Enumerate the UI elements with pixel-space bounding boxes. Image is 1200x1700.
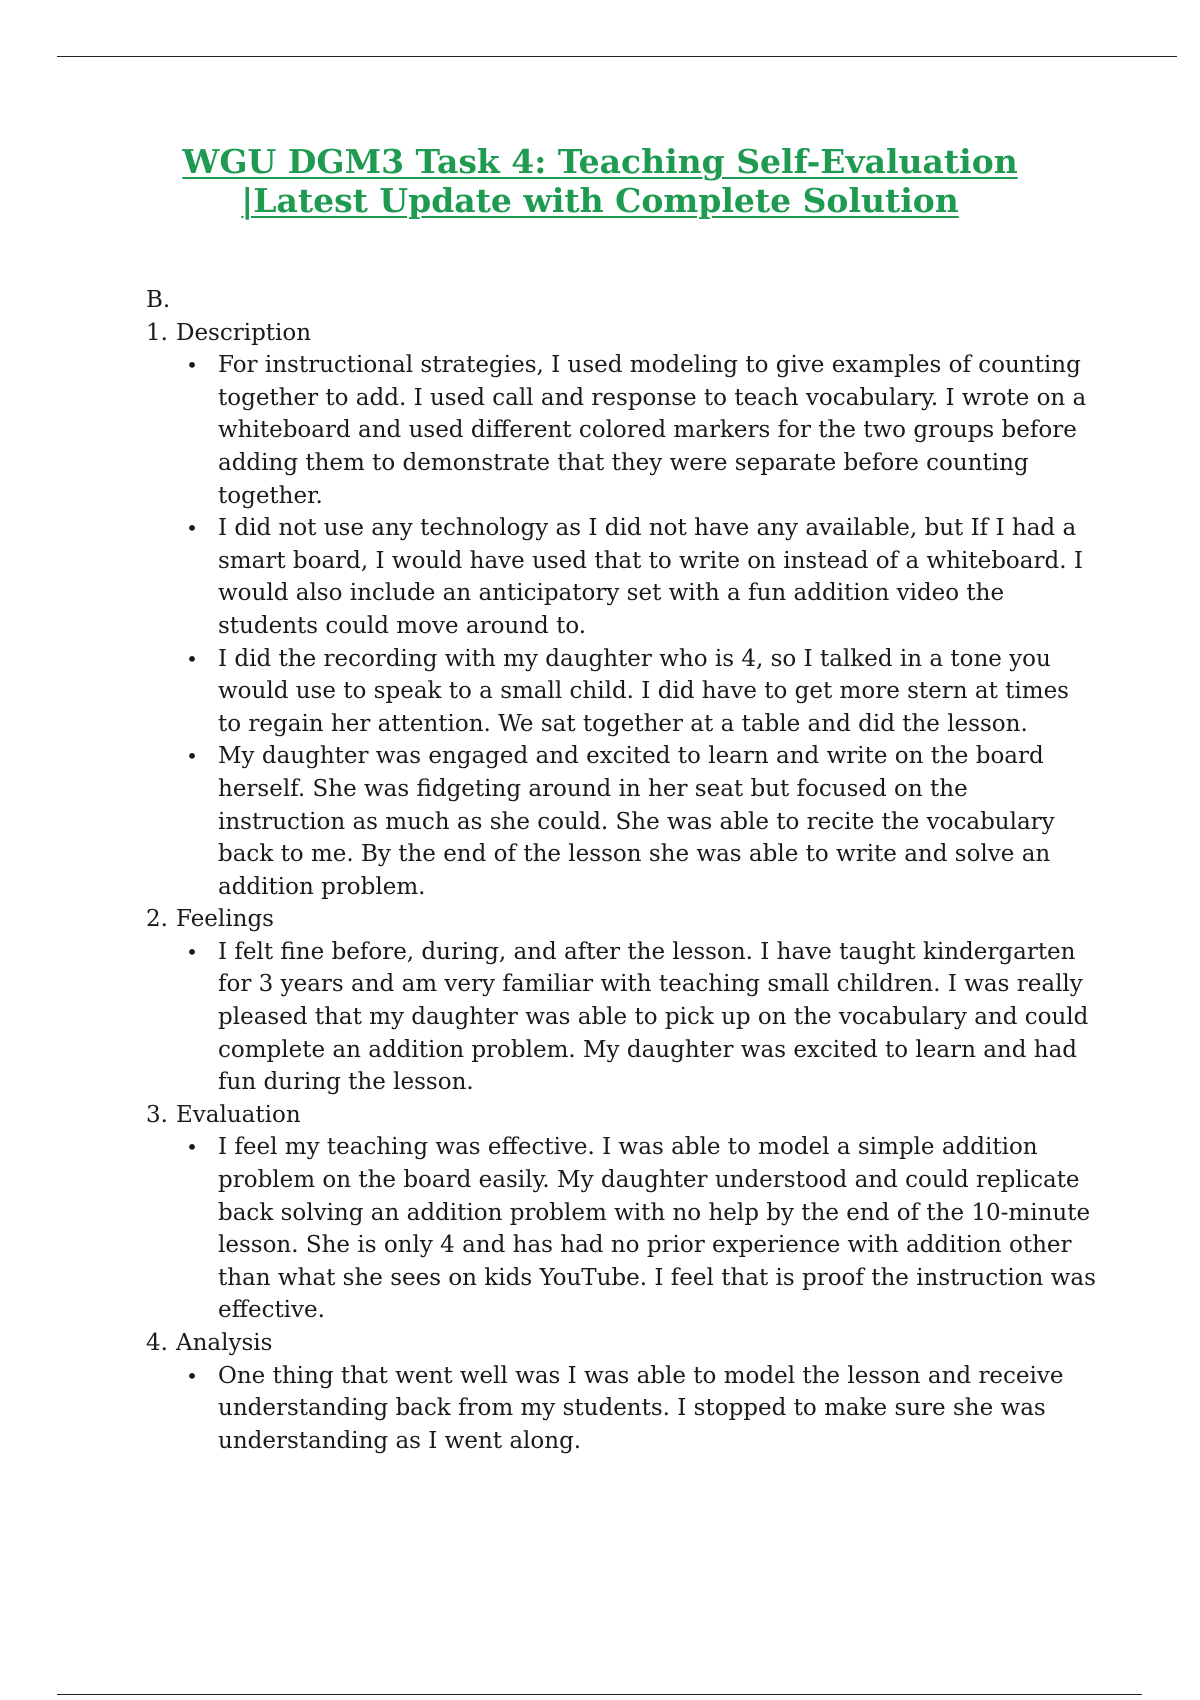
header-rule: [57, 56, 1177, 57]
bullet-text: My daughter was engaged and excited to learn and write on the board herself. She was fidgeting around in her seat but focused on the instruction as much as she could. She was able to recite the vocabulary back to me. By the end of the lesson she was able to write and solve an addition problem.: [218, 743, 1055, 900]
bullet-item: [146, 512, 1096, 642]
title-line-2: |Latest Update with Complete Solution: [241, 181, 959, 220]
section-heading: [146, 317, 1096, 350]
section-heading-text: Description: [176, 319, 312, 346]
bullet-item: [146, 740, 1096, 903]
section-item: [146, 1327, 1096, 1457]
section-number: 4.: [146, 1330, 168, 1356]
section-item: [146, 317, 1096, 904]
section-item: [146, 903, 1096, 1099]
bullet-icon: •: [186, 353, 198, 378]
section-heading-text: Evaluation: [176, 1101, 301, 1128]
section-heading-text: Analysis: [176, 1330, 273, 1356]
bullet-icon: •: [186, 646, 198, 671]
bullet-text: I did not use any technology as I did not have any available, but If I had a smart board, I would have used that to write on instead of a whiteboard. I would also include an anticipatory set with a fun addition video the students could move around to.: [218, 515, 1083, 639]
bullet-text: For instructional strategies, I used modeling to give examples of counting together to add. I used call and response to teach vocabulary. I wrote on a whiteboard and used different colored markers for the two groups before adding them to demonstrate that they were separate before counting together.: [218, 352, 1087, 509]
document-body: [146, 284, 1096, 1457]
section-list: [146, 317, 1096, 1458]
section-letter: B.: [146, 287, 171, 313]
section-heading-text: Feelings: [176, 906, 274, 933]
bullet-text: I feel my teaching was effective. I was able to model a simple addition problem on the board easily. My daughter understood and could replicate back solving an addition problem with no help by the end of the 10-minute lesson. She is only 4 and has had no prior experience with addition other than what she sees on kids YouTube. I feel that is proof the instruction was effective.: [218, 1134, 1096, 1324]
bullet-item: [146, 349, 1096, 512]
section-heading: [146, 1099, 1096, 1132]
section-item: [146, 1099, 1096, 1327]
bullet-icon: •: [186, 939, 198, 964]
footer-rule: [57, 1694, 1142, 1695]
bullet-icon: •: [186, 1363, 198, 1388]
bullet-item: [146, 1131, 1096, 1327]
bullet-icon: •: [186, 744, 198, 769]
bullet-text: I did the recording with my daughter who is 4, so I talked in a tone you would use to speak to a small child. I did have to get more stern at times to regain her attention. We sat together at a table and did the lesson.: [218, 645, 1069, 737]
section-number: 1.: [146, 319, 168, 346]
document-title: [100, 142, 1100, 220]
section-number: 3.: [146, 1101, 168, 1128]
bullet-icon: •: [186, 1135, 198, 1160]
section-heading: [146, 903, 1096, 936]
title-line-1: WGU DGM3 Task 4: Teaching Self-Evaluation: [182, 142, 1018, 181]
bullet-list: [146, 349, 1096, 903]
bullet-list: [146, 936, 1096, 1099]
bullet-item: [146, 1360, 1096, 1458]
bullet-text: One thing that went well was I was able to model the lesson and receive understanding back from my students. I stopped to make sure she was understanding as I went along.: [218, 1362, 1064, 1454]
bullet-icon: •: [186, 516, 198, 541]
bullet-list: [146, 1131, 1096, 1327]
bullet-item: [146, 936, 1096, 1099]
section-heading: [146, 1327, 1096, 1360]
bullet-list: [146, 1360, 1096, 1458]
bullet-text: I felt fine before, during, and after the lesson. I have taught kindergarten for 3 years and am very familiar with teaching small children. I was really pleased that my daughter was able to pick up on the vocabulary and could complete an addition problem. My daughter was excited to learn and had fun during the lesson.: [218, 938, 1089, 1096]
section-number: 2.: [146, 906, 168, 933]
bullet-item: [146, 643, 1096, 741]
